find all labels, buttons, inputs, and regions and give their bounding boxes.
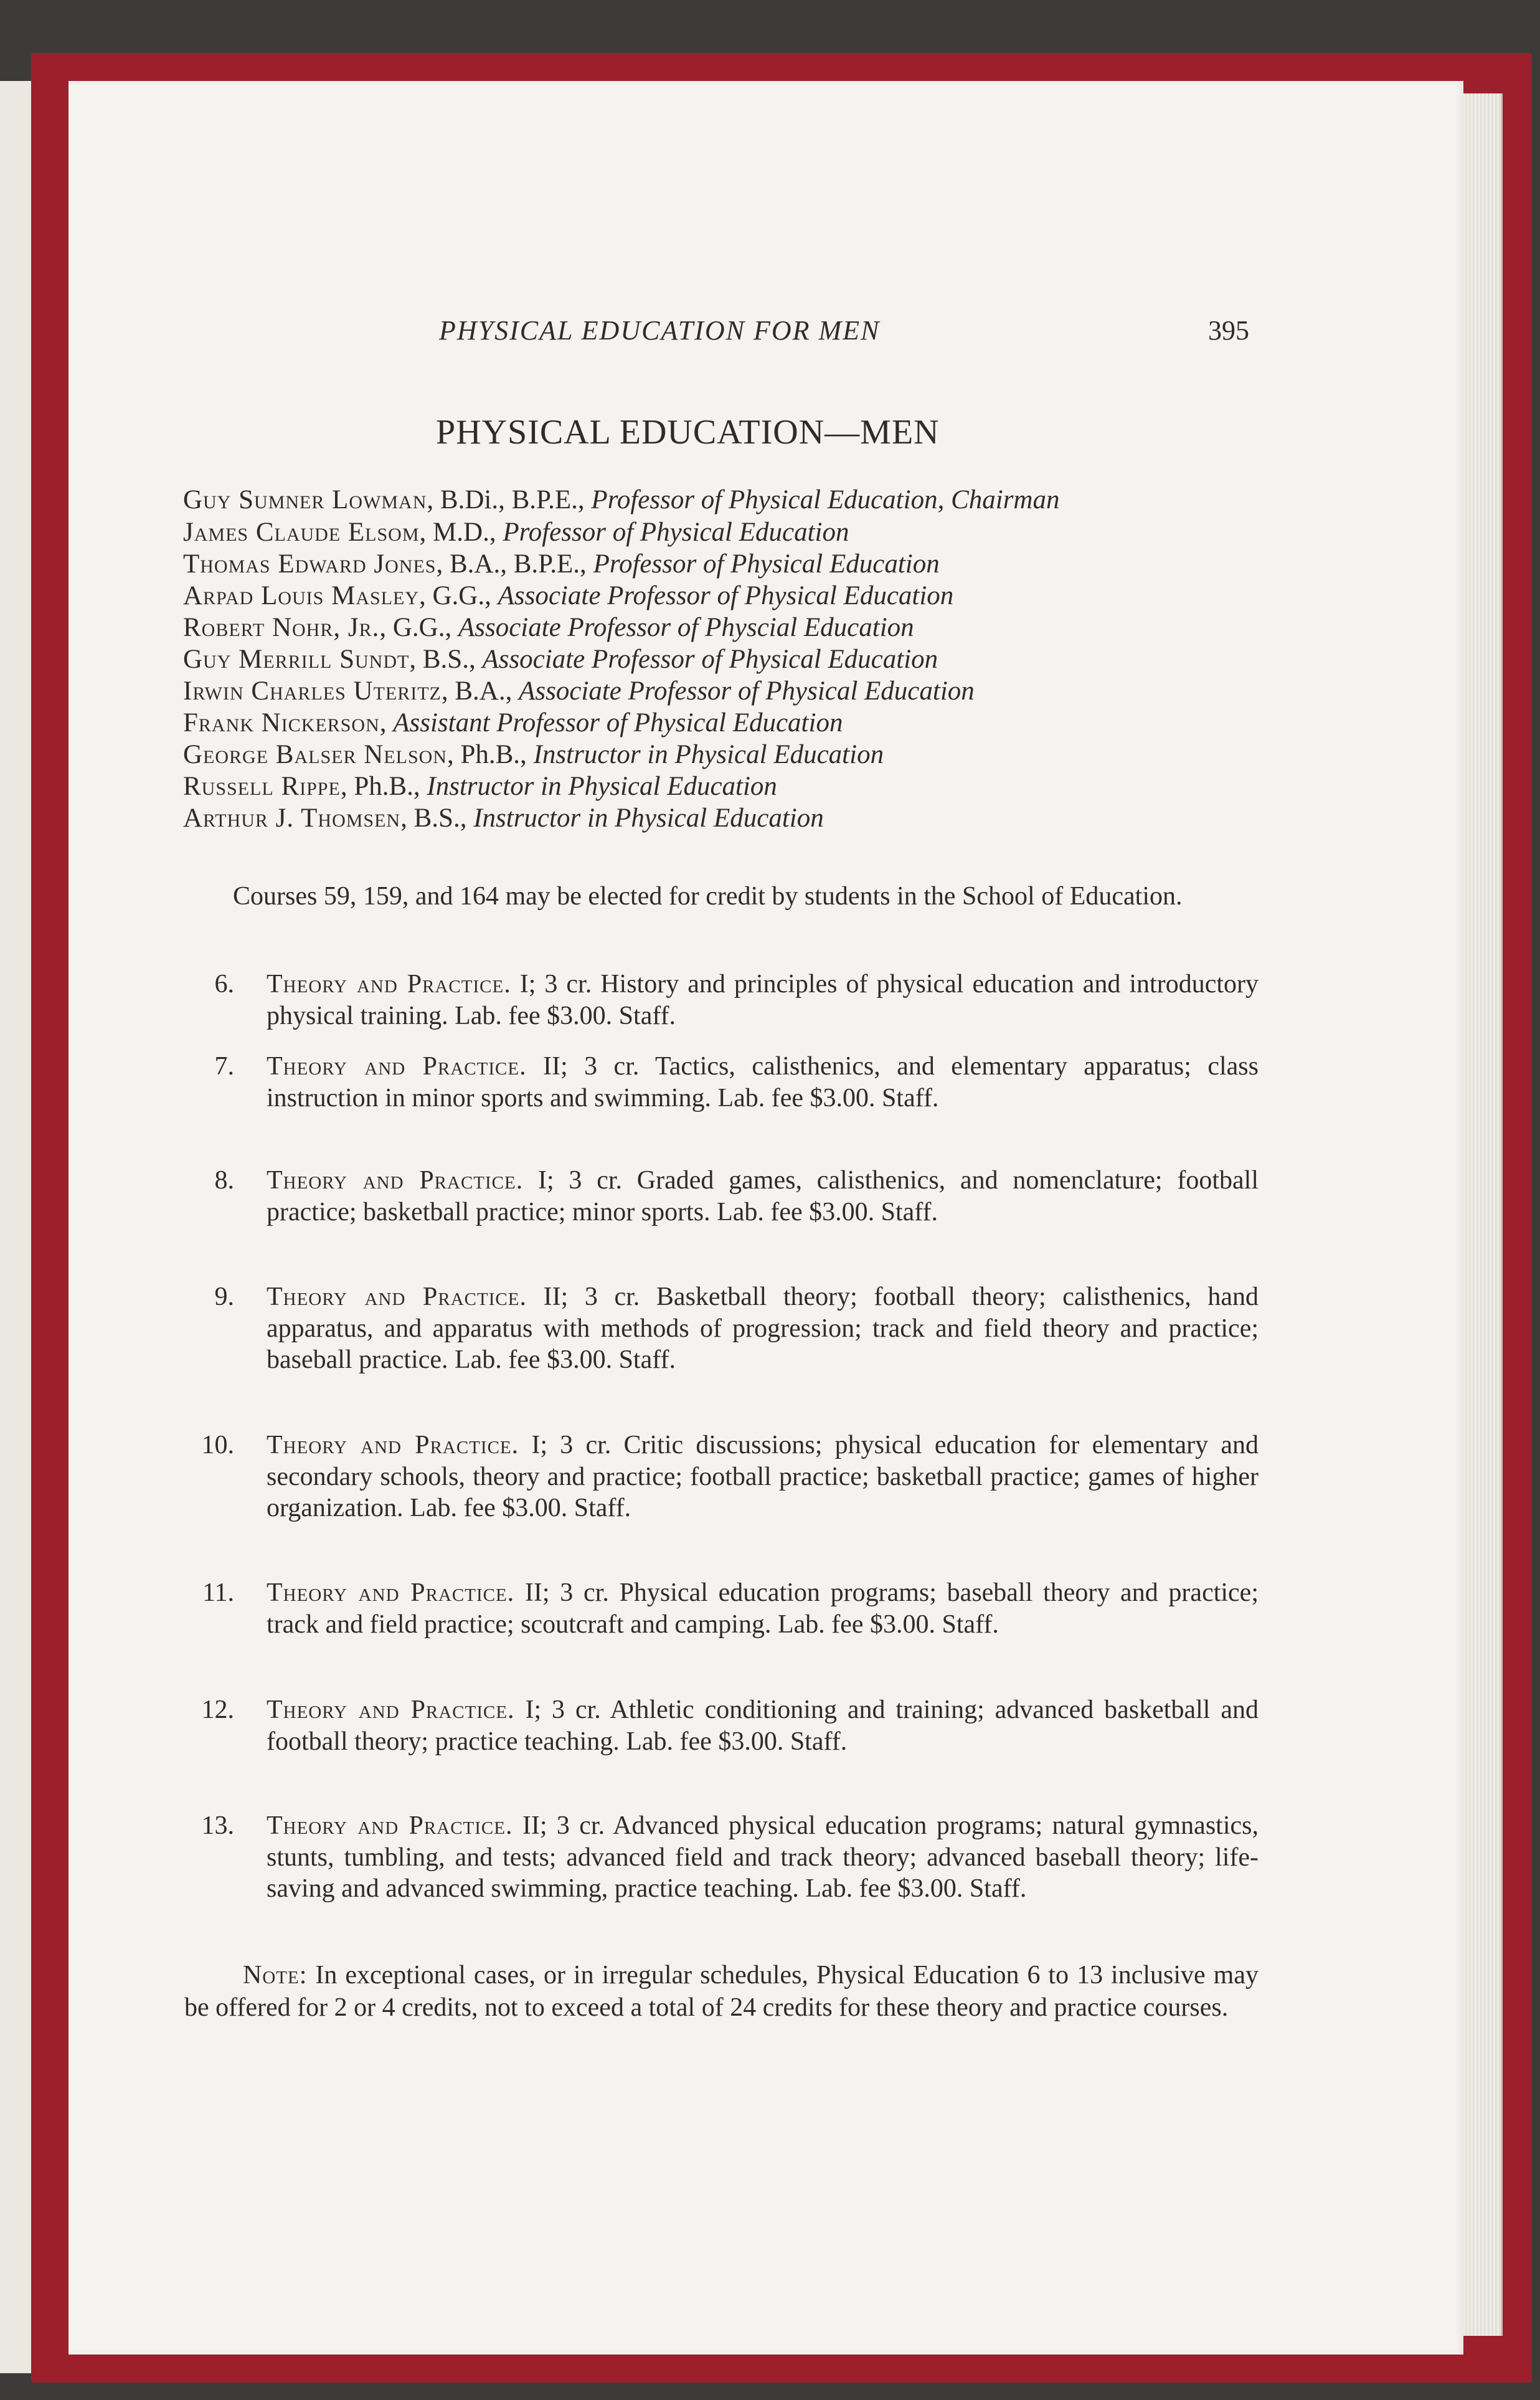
faculty-degrees: , (379, 708, 394, 738)
course-entry (184, 1810, 1259, 1905)
course-title: Theory and Practice. (267, 1283, 527, 1311)
course-title: Theory and Practice. (267, 1696, 515, 1724)
faculty-title: Associate Professor of Physical Education (498, 581, 954, 610)
course-title: Theory and Practice. (267, 1811, 513, 1840)
course-number: 12. (201, 1696, 234, 1724)
faculty-name: Arthur J. Thomsen (183, 804, 401, 833)
course-entry (184, 1577, 1259, 1640)
faculty-entry (183, 580, 953, 612)
running-header: PHYSICAL EDUCATION FOR MEN (439, 315, 881, 346)
faculty-name: George Balser Nelson (183, 740, 447, 769)
faculty-entry (183, 548, 940, 581)
course-description: I; 3 cr. Athletic conditioning and training; advanced basketball and football theory; practice teaching. Lab. fee $3.00. Staff. (267, 1696, 1259, 1756)
faculty-degrees: , B.Di., B.P.E., (427, 485, 592, 515)
course-number: 9. (214, 1283, 234, 1311)
intro-paragraph: Courses 59, 159, and 164 may be elected for credit by students in the School of Education. (233, 882, 1183, 911)
faculty-entry (183, 675, 975, 708)
note-text: In exceptional cases, or in irregular schedules, Physical Education 6 to 13 inclusive may be offered for 2 or 4 credits, not to exceed a total of 24 credits for these theory and practice courses. (184, 1961, 1259, 2022)
faculty-degrees: , B.S., (400, 804, 474, 833)
course-description: II; 3 cr. Tactics, calisthenics, and elementary apparatus; class instruction in minor sports and swimming. Lab. fee $3.00. Staff. (267, 1052, 1259, 1112)
faculty-degrees: , Ph.B., (340, 772, 427, 801)
faculty-title: Instructor in Physical Education (473, 804, 824, 833)
faculty-degrees: , M.D., (419, 518, 503, 547)
faculty-entry (183, 739, 884, 771)
faculty-title: Assistant Professor of Physical Education (393, 708, 843, 738)
course-number: 10. (201, 1431, 234, 1459)
course-description: II; 3 cr. Physical education programs; baseball theory and practice; track and field practice; scoutcraft and camping. Lab. fee $3.00. Staff. (267, 1578, 1259, 1639)
course-number: 8. (214, 1166, 234, 1195)
faculty-title: Professor of Physical Education (503, 518, 849, 547)
faculty-entry (183, 771, 777, 803)
faculty-name: Guy Sumner Lowman (183, 485, 427, 515)
course-entry (184, 1281, 1259, 1376)
faculty-title: Instructor in Physical Education (533, 740, 884, 769)
faculty-title: Professor of Physical Education, Chairman (591, 485, 1060, 515)
course-title: Theory and Practice. (267, 970, 511, 998)
faculty-entry (183, 802, 824, 835)
faculty-entry (183, 484, 1059, 516)
faculty-degrees: , B.A., B.P.E., (436, 549, 593, 579)
course-entry (184, 969, 1259, 1032)
course-entry (184, 1165, 1259, 1228)
faculty-entry (183, 612, 914, 644)
faculty-title: Associate Professor of Physical Education (482, 645, 938, 674)
faculty-name: Russell Rippe (183, 772, 341, 801)
faculty-name: Irwin Charles Uteritz (183, 676, 442, 706)
faculty-name: Arpad Louis Masley (183, 581, 419, 610)
faculty-degrees: , G.G., (379, 613, 458, 642)
faculty-degrees: , G.G., (419, 581, 498, 610)
course-description: I; 3 cr. Critic discussions; physical education for elementary and secondary schools, theory and practice; football practice; basketball practice; games of higher organization. Lab. fee $3.00. Staff. (267, 1431, 1259, 1522)
course-entry (184, 1430, 1259, 1524)
faculty-entry (183, 643, 938, 676)
course-description: I; 3 cr. History and principles of physical education and introductory physical training. Lab. fee $3.00. Staff. (267, 970, 1259, 1030)
course-title: Theory and Practice. (267, 1578, 515, 1607)
course-number: 11. (202, 1578, 234, 1607)
course-title: Theory and Practice. (267, 1052, 527, 1081)
faculty-name: Robert Nohr, Jr. (183, 613, 380, 642)
course-description: I; 3 cr. Graded games, calisthenics, and nomenclature; football practice; basketball practice; minor sports. Lab. fee $3.00. Staff. (267, 1166, 1259, 1226)
faculty-title: Professor of Physical Education (593, 549, 940, 579)
course-number: 6. (214, 970, 234, 998)
faculty-entry (183, 707, 843, 739)
faculty-title: Associate Professor of Physcial Education (458, 613, 914, 642)
faculty-degrees: , Ph.B., (446, 740, 534, 769)
course-description: II; 3 cr. Advanced physical education programs; natural gymnastics, stunts, tumbling, and tests; advanced field and track theory; advanced baseball theory; life-saving and advanced swimming, practice teaching. Lab. fee $3.00. Staff. (267, 1811, 1259, 1903)
faculty-name: James Claude Elsom (183, 518, 420, 547)
faculty-title: Instructor in Physical Education (427, 772, 777, 801)
course-entry (184, 1051, 1259, 1114)
faculty-name: Guy Merrill Sundt (183, 645, 410, 674)
note-label: Note: (243, 1961, 308, 1990)
course-number: 7. (214, 1052, 234, 1081)
section-title: PHYSICAL EDUCATION—MEN (436, 413, 940, 452)
faculty-entry (183, 516, 849, 549)
course-title: Theory and Practice. (267, 1431, 519, 1459)
course-entry (184, 1694, 1259, 1757)
course-description: II; 3 cr. Basketball theory; football theory; calisthenics, hand apparatus, and apparatus with methods of progression; track and field theory and practice; baseball practice. Lab. fee $3.00. Staff. (267, 1283, 1259, 1374)
course-number: 13. (201, 1811, 234, 1840)
note-paragraph (184, 1959, 1259, 2024)
page-stack-edges (1463, 93, 1503, 2336)
faculty-name: Thomas Edward Jones (183, 549, 437, 579)
faculty-name: Frank Nickerson (183, 708, 380, 738)
faculty-degrees: , B.S., (409, 645, 483, 674)
page-number: 395 (1208, 315, 1249, 346)
faculty-degrees: , B.A., (441, 676, 519, 706)
course-title: Theory and Practice. (267, 1166, 524, 1195)
faculty-title: Associate Professor of Physical Education (519, 676, 975, 706)
